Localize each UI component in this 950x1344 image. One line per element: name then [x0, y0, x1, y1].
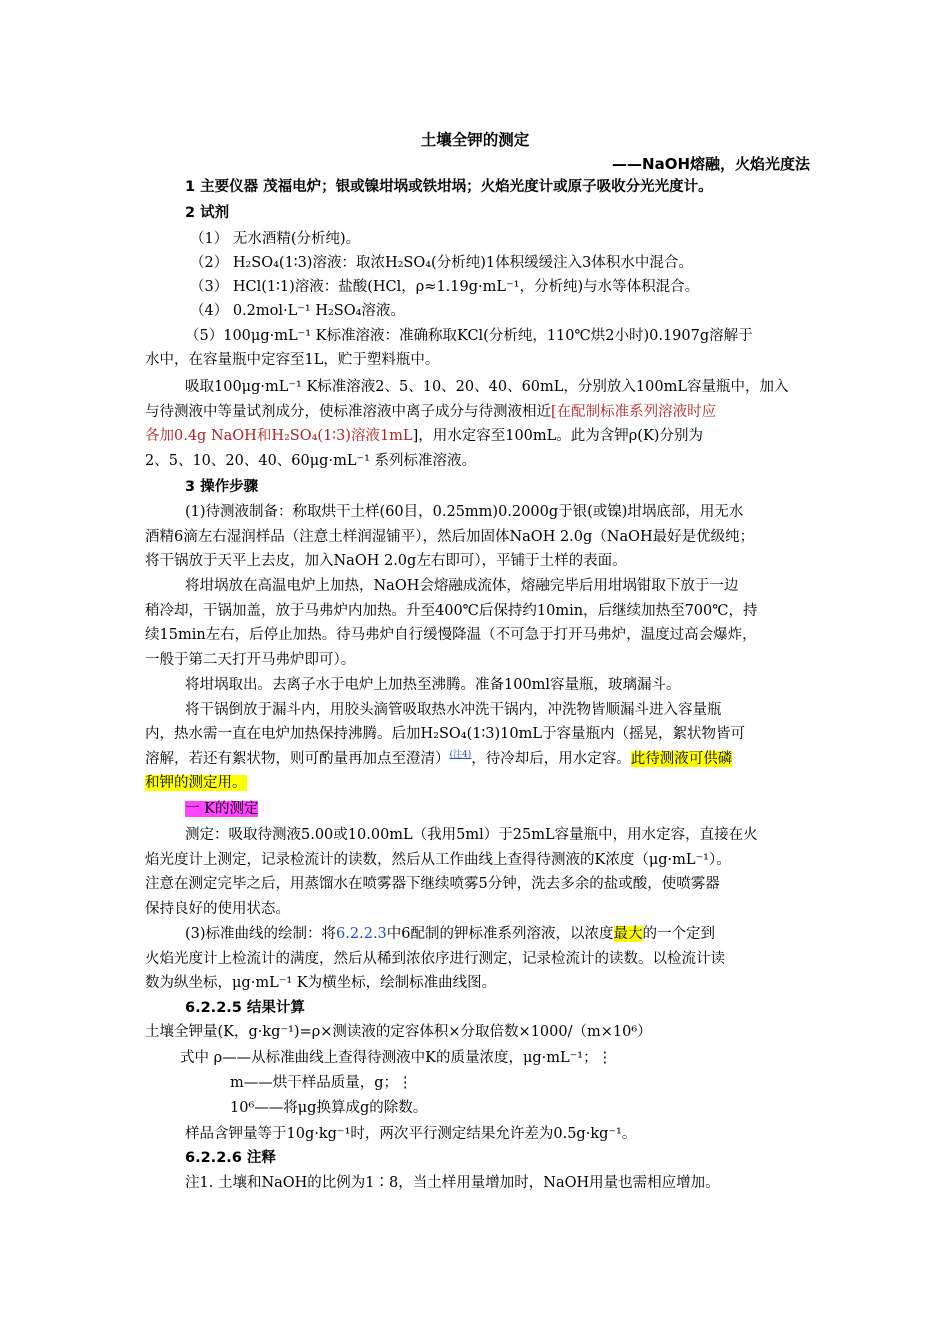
- highlight-max: 最大: [613, 926, 643, 942]
- tolerance-line: 样品含钾量等于10g·kg⁻¹时，两次平行测定结果允许差为0.5g·kg⁻¹。: [185, 1126, 637, 1142]
- section-1-instruments: 1 主要仪器 茂福电炉；银或镍坩埚或铁坩埚；火焰光度计或原子吸收分光光度计。: [185, 179, 713, 195]
- reagent-3: （3） HCl(1∶1)溶液：盐酸(HCl，ρ≈1.19g·mL⁻¹，分析纯)与水等体积混合。: [190, 279, 700, 295]
- document-subtitle: ——NaOH熔融，火焰光度法: [612, 155, 810, 173]
- standard-series-line1: 吸取100μg·mL⁻¹ K标准溶液2、5、10、20、40、60mL，分别放入100mL容量瓶中，加入: [185, 379, 789, 395]
- formula-where-m: m——烘干样品质量，g；⋮: [230, 1075, 413, 1091]
- curve-line1-text-2: 中6配制的钾标准系列溶液，以浓度: [386, 926, 614, 942]
- section-ref-link[interactable]: 6.2.2.3: [336, 926, 387, 942]
- procedure-line12: [145, 773, 825, 793]
- reagent-4: （4） 0.2mol·L⁻¹ H₂SO₄溶液。: [190, 303, 405, 319]
- procedure-line11-text-2: ，待冷却后，用水定容。: [471, 751, 631, 767]
- reagent-5-line2: 水中，在容量瓶中定容至1L，贮于塑料瓶中。: [145, 352, 440, 368]
- k-determination-highlight: 一 K的测定: [185, 801, 259, 817]
- reagent-5-line1: （5）100μg·mL⁻¹ K标准溶液：准确称取KCl(分析纯，110℃烘2小时)0.1907g溶解于: [185, 328, 753, 344]
- standard-series-text-2: ]，用水定容至100mL。此为含钾ρ(K)分别为: [412, 428, 703, 444]
- formula-where-10e6: 10⁶——将μg换算成g的除数。: [230, 1100, 428, 1116]
- measure-line3: 注意在测定完毕之后，用蒸馏水在喷雾器下继续喷雾5分钟，洗去多余的盐或酸，使喷雾器: [145, 876, 720, 892]
- section-3-procedure: 3 操作步骤: [185, 479, 259, 495]
- measure-line1: 测定：吸取待测液5.00或10.00mL（我用5ml）于25mL容量瓶中，用水定容，直接在火: [185, 827, 758, 843]
- procedure-line10: 内，热水需一直在电炉加热保持沸腾。后加H₂SO₄(1∶3)10mL于容量瓶内（摇晃，絮状物皆可: [145, 726, 745, 742]
- document-title: 土壤全钾的测定: [420, 131, 530, 149]
- curve-line2: 火焰光度计上检流计的满度，然后从稀到浓依序进行测定，记录检流计的读数。以检流计读: [145, 951, 725, 967]
- standard-series-line4: 2、5、10、20、40、60μg·mL⁻¹ 系列标准溶液。: [145, 453, 477, 469]
- k-determination-heading: [185, 799, 865, 819]
- formula-where-rho: 式中 ρ——从标准曲线上查得待测液中K的质量浓度，μg·mL⁻¹；⋮: [180, 1050, 613, 1066]
- procedure-line8: 将坩埚取出。去离子水于电炉上加热至沸腾。准备100ml容量瓶，玻璃漏斗。: [185, 677, 681, 693]
- standard-series-note-red-2: 各加0.4g NaOH和H₂SO₄(1∶3)溶液1mL: [145, 428, 413, 444]
- formula-line: 土壤全钾量(K，g·kg⁻¹)=ρ×测读液的定容体积×分取倍数×1000/（m×10⁶）: [145, 1024, 652, 1040]
- measure-line2: 焰光度计上测定，记录检流计的读数，然后从工作曲线上查得待测液的K浓度（μg·mL⁻¹）。: [145, 852, 731, 868]
- standard-series-text: 与待测液中等量试剂成分，使标准溶液中离子成分与待测液相近: [145, 404, 551, 420]
- procedure-line11: [145, 749, 825, 769]
- procedure-line9: 将干锅倒放于漏斗内，用胶头滴管吸取热水冲洗干锅内，冲洗物皆顺漏斗进入容量瓶: [185, 702, 722, 718]
- procedure-line2: 酒精6滴左右湿润样品（注意土样润湿铺平），然后加固体NaOH 2.0g（NaOH最好是优级纯；: [145, 529, 755, 545]
- procedure-line6: 续15min左右，后停止加热。待马弗炉自行缓慢降温（不可急于打开马弗炉，温度过高会爆炸，: [145, 627, 757, 643]
- reagent-2: （2） H₂SO₄(1∶3)溶液：取浓H₂SO₄(分析纯)1体积缓缓注入3体积水中混合。: [190, 255, 693, 271]
- standard-series-line3: [145, 426, 825, 446]
- curve-line3: 数为纵坐标，μg·mL⁻¹ K为横坐标，绘制标准曲线图。: [145, 975, 497, 991]
- reagent-1: （1） 无水酒精(分析纯)。: [190, 231, 361, 247]
- curve-line1: [185, 924, 865, 944]
- procedure-line11-text: 溶解，若还有絮状物，则可酌量再加点至澄清）: [145, 751, 450, 767]
- section-6-2-2-6: 6.2.2.6 注释: [185, 1150, 276, 1166]
- curve-line1-text: (3)标准曲线的绘制：将: [185, 926, 337, 942]
- note-1: 注1. 土壤和NaOH的比例为1∶8，当土样用量增加时，NaOH用量也需相应增加。: [185, 1175, 720, 1191]
- section-2-reagents: 2 试剂: [185, 205, 230, 221]
- standard-series-note-red: [在配制标准系列溶液时应: [551, 404, 717, 420]
- section-6-2-2-5: 6.2.2.5 结果计算: [185, 1000, 305, 1016]
- measure-line4: 保持良好的使用状态。: [145, 901, 290, 917]
- note-4-link[interactable]: (注4): [449, 750, 472, 761]
- highlight-phosphorus-potassium-2: 和钾的测定用。: [145, 775, 247, 791]
- curve-line1-text-3: 的一个定到: [642, 926, 716, 942]
- procedure-line4: 将坩埚放在高温电炉上加热，NaOH会熔融成流体，熔融完毕后用坩埚钳取下放于一边: [185, 578, 739, 594]
- highlight-phosphorus-potassium: 此待测液可供磷: [630, 751, 733, 767]
- procedure-line3: 将干锅放于天平上去皮，加入NaOH 2.0g左右即可），平铺于土样的表面。: [145, 553, 627, 569]
- procedure-line1: (1)待测液制备：称取烘干土样(60目，0.25mm)0.2000g于银(或镍)坩埚底部，用无水: [185, 504, 744, 520]
- procedure-line5: 稍冷却，干锅加盖，放于马弗炉内加热。升至400℃后保持约10min，后继续加热至700℃，持: [145, 603, 758, 619]
- procedure-line7: 一般于第二天打开马弗炉即可）。: [145, 652, 356, 668]
- standard-series-line2: [145, 402, 825, 422]
